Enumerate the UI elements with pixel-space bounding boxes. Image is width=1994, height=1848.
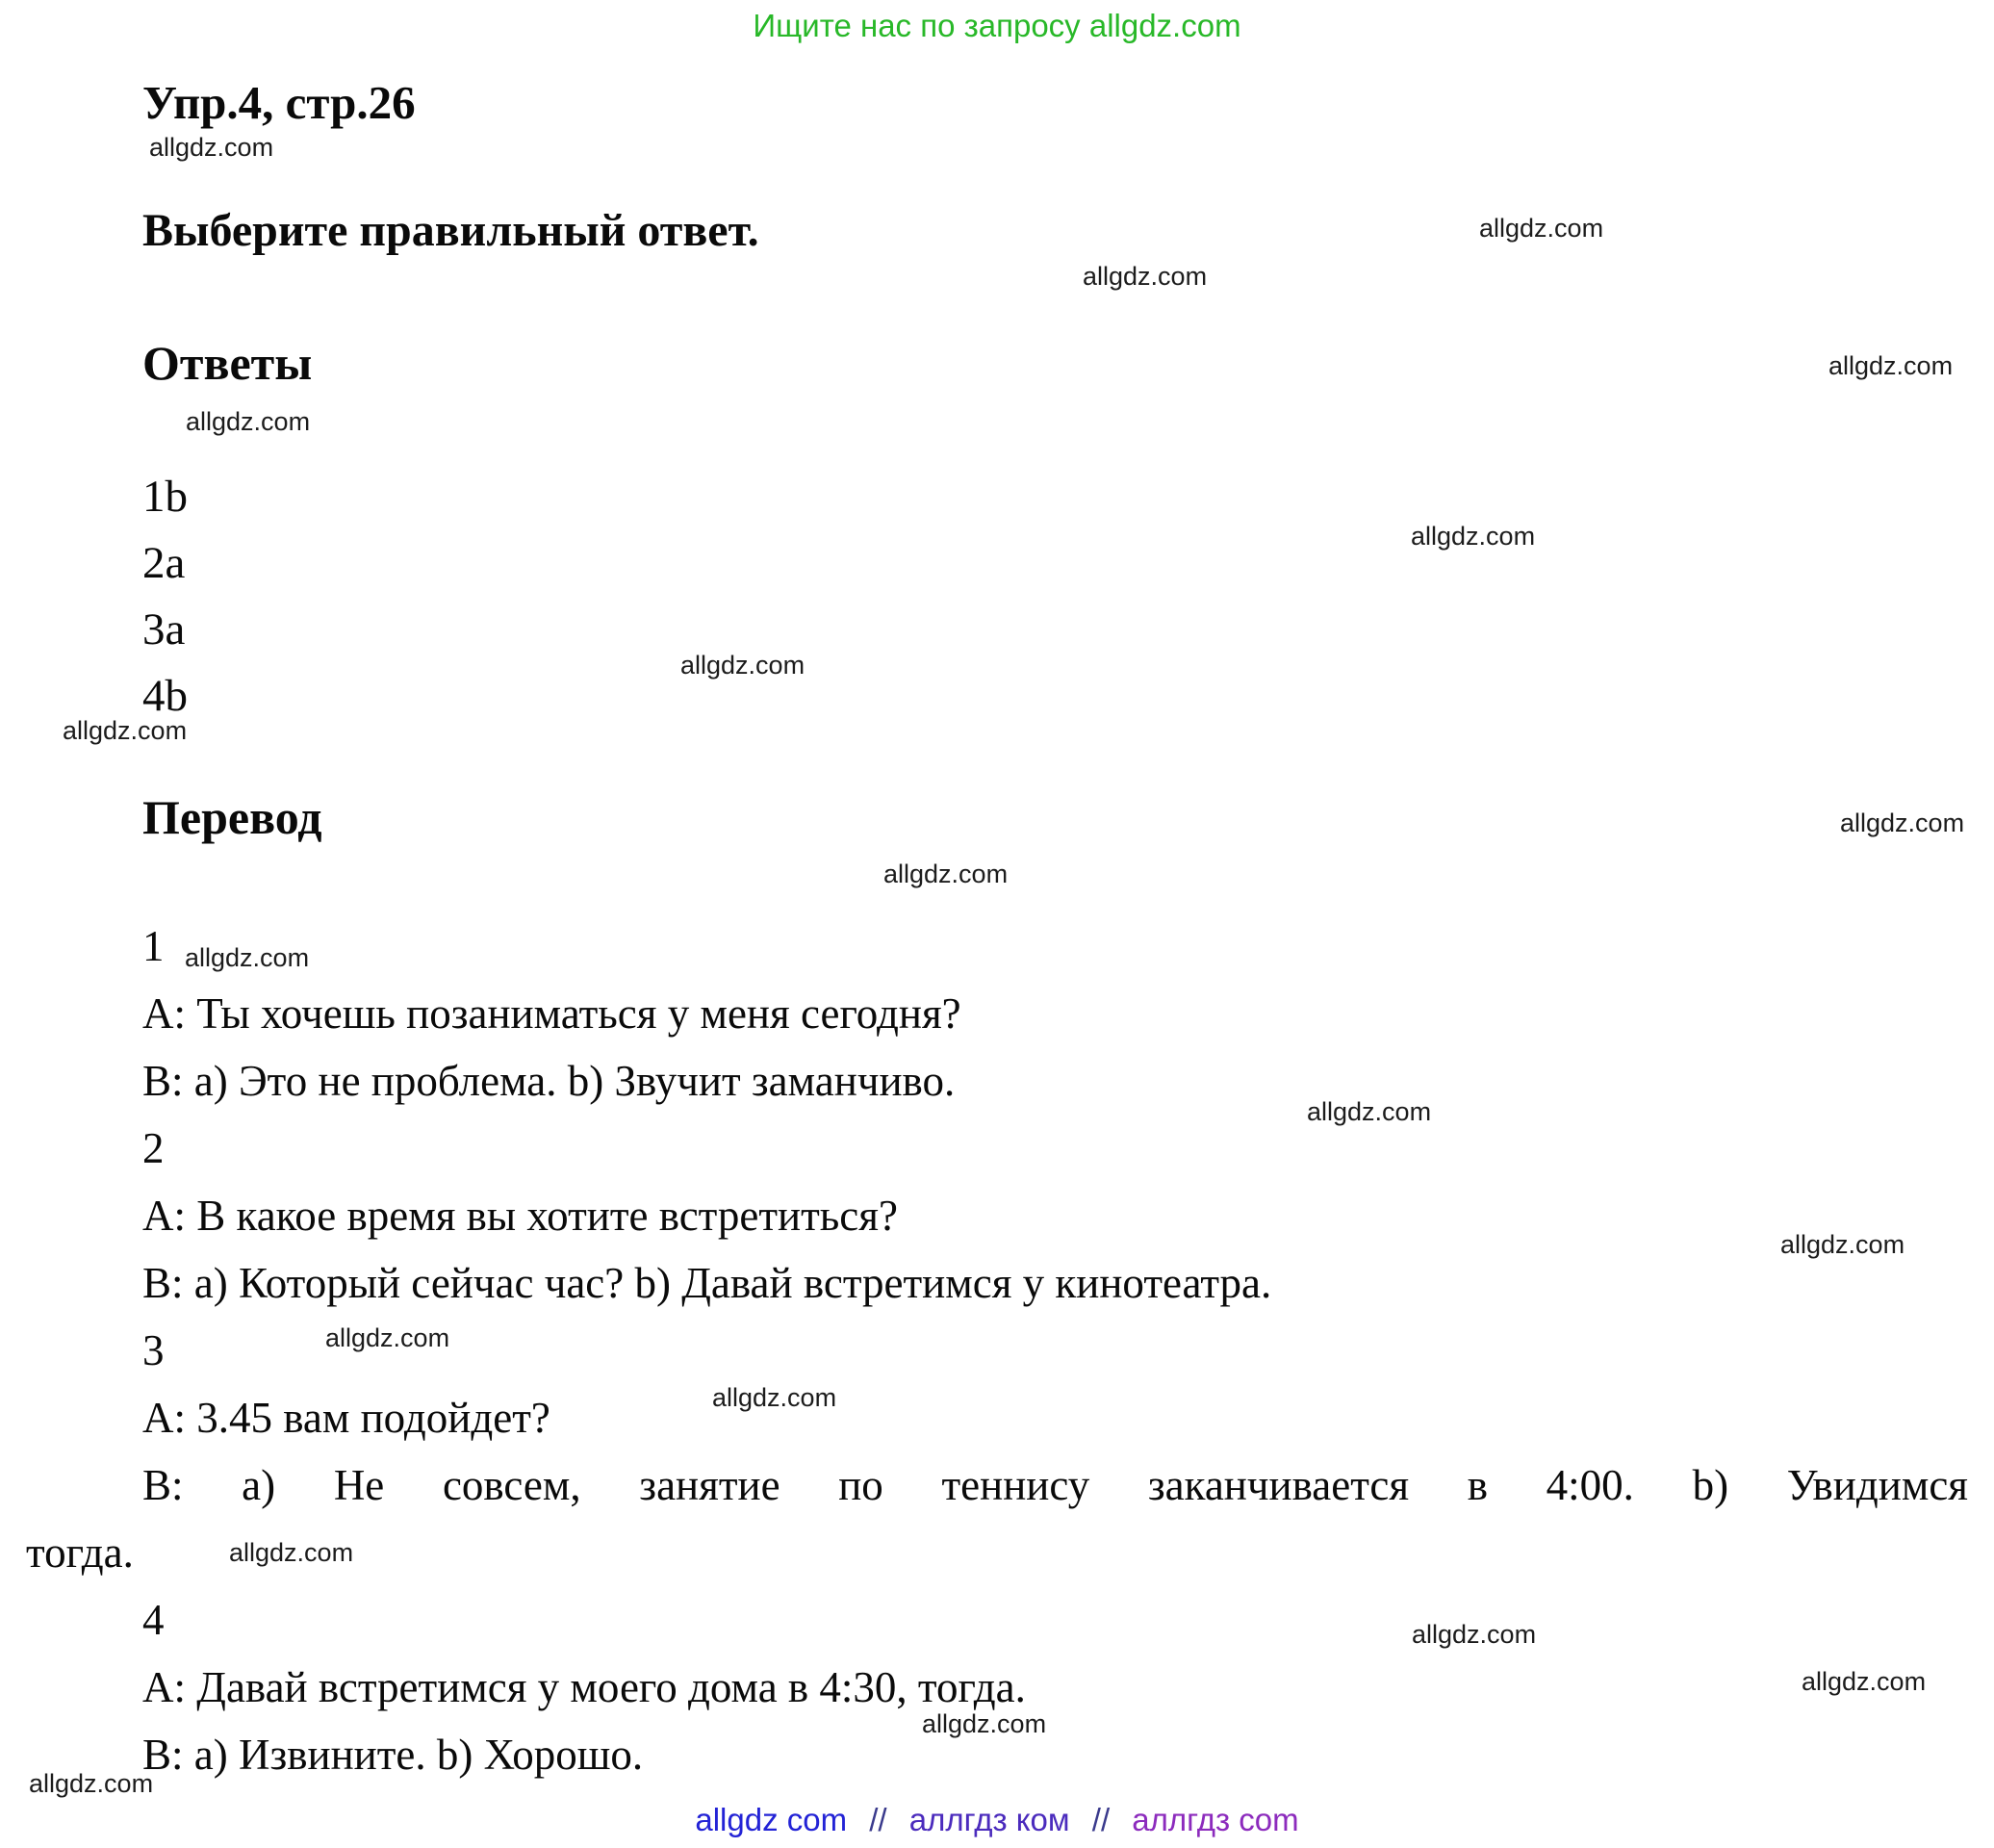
task-heading: Выберите правильный ответ.	[142, 205, 759, 256]
watermark: allgdz.com	[1828, 351, 1954, 380]
watermark: allgdz.com	[1479, 214, 1604, 243]
exercise-title: Упр.4, стр.26	[142, 76, 416, 129]
watermark: allgdz.com	[149, 133, 274, 162]
search-hint: Ищите нас по запросу allgdz.com	[753, 8, 1241, 43]
answer-item: 3a	[142, 604, 186, 654]
footer-separator: //	[1091, 1802, 1111, 1837]
dialogue-line-a: A: В какое время вы хотите встретиться?	[142, 1192, 898, 1240]
footer	[0, 1802, 1994, 1838]
watermark: allgdz.com	[1307, 1097, 1432, 1126]
footer-separator: //	[869, 1802, 887, 1837]
dialogue-line-a: A: 3.45 вам подойдет?	[142, 1394, 550, 1442]
watermark: allgdz.com	[1780, 1230, 1905, 1259]
translation-dialogues	[0, 912, 1994, 1788]
watermark: allgdz.com	[883, 860, 1009, 888]
watermark: allgdz.com	[325, 1323, 450, 1352]
dialogue-line-b-wrap: тогда.	[26, 1528, 134, 1577]
dialogue-line-b: B: a) Извините. b) Хорошо.	[142, 1731, 644, 1779]
watermark: allgdz.com	[1411, 522, 1536, 551]
watermark: allgdz.com	[186, 407, 311, 436]
watermark: allgdz.com	[229, 1538, 354, 1567]
watermark: allgdz.com	[29, 1769, 154, 1798]
dialogue-line-a: A: Давай встретимся у моего дома в 4:30, тогда.	[142, 1663, 1026, 1711]
footer-link-latin: allgdz com	[695, 1802, 848, 1837]
dialogue-number: 4	[142, 1596, 165, 1644]
watermark: allgdz.com	[680, 651, 805, 680]
answers-list	[142, 464, 188, 730]
answer-item: 2a	[142, 538, 186, 588]
footer-link-mixed: аллгдз com	[1132, 1802, 1299, 1837]
dialogue-line-b: B: a) Не совсем, занятие по теннису заканчивается в 4:00. b) Увидимся	[142, 1461, 1968, 1509]
answers-heading: Ответы	[142, 336, 313, 390]
watermark: allgdz.com	[1083, 262, 1208, 291]
watermark: allgdz.com	[1840, 808, 1965, 837]
watermark: allgdz.com	[712, 1383, 837, 1412]
dialogue-line-b: B: a) Который сейчас час? b) Давай встретимся у кинотеатра.	[142, 1259, 1272, 1307]
watermark: allgdz.com	[63, 716, 188, 745]
dialogue-number: 2	[142, 1124, 165, 1172]
dialogue-number: 3	[142, 1326, 165, 1374]
dialogue-number: 1	[142, 922, 165, 970]
watermark: allgdz.com	[185, 943, 310, 972]
footer-link-cyrillic: аллгдз ком	[908, 1802, 1070, 1837]
dialogue-line-b: B: a) Это не проблема. b) Звучит заманчиво.	[142, 1057, 956, 1105]
translation-heading: Перевод	[142, 790, 322, 844]
watermark: allgdz.com	[1412, 1620, 1537, 1649]
answer-item: 4b	[142, 671, 188, 721]
answer-item: 1b	[142, 472, 188, 522]
dialogue-line-a: A: Ты хочешь позаниматься у меня сегодня?	[142, 989, 961, 1038]
watermark: allgdz.com	[922, 1709, 1047, 1738]
watermark: allgdz.com	[1802, 1667, 1927, 1696]
